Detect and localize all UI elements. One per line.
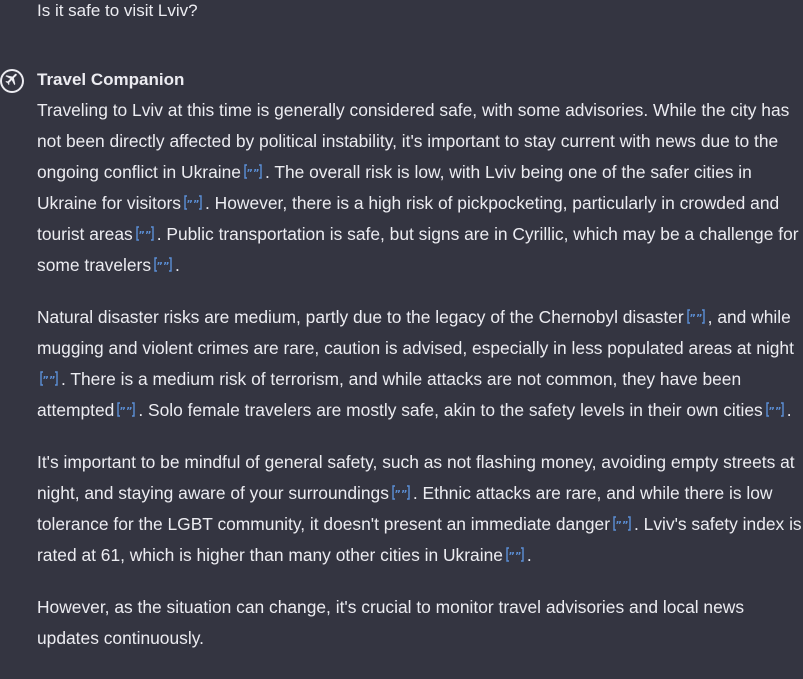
- quote-citation-icon[interactable]: [183, 194, 203, 211]
- svg-text:””: ””: [394, 489, 408, 500]
- response-paragraph: [37, 302, 803, 426]
- svg-text:””: ””: [42, 375, 56, 386]
- svg-text:””: ””: [689, 313, 703, 324]
- airplane-icon: [4, 71, 20, 92]
- quote-citation-icon[interactable]: [391, 484, 411, 501]
- paragraph-text: However, as the situation can change, it's crucial to monitor travel advisories and local news updates continuously.: [37, 597, 745, 648]
- paragraph-text: .: [175, 255, 180, 275]
- quote-citation-icon[interactable]: [765, 401, 785, 418]
- paragraph-text: , and while mugging and violent crimes are rare, caution is advised, especially in less populated areas at night: [37, 307, 794, 358]
- svg-text:””: ””: [246, 168, 260, 179]
- quote-citation-icon[interactable]: [135, 225, 155, 242]
- quote-citation-icon[interactable]: [153, 256, 173, 273]
- quote-citation-icon[interactable]: [116, 401, 136, 418]
- svg-text:””: ””: [119, 406, 133, 417]
- paragraph-text: . Public transportation is safe, but signs are in Cyrillic, which may be a challenge for some travelers: [37, 224, 799, 275]
- quote-citation-icon[interactable]: [505, 546, 525, 563]
- quote-citation-icon[interactable]: [612, 515, 632, 532]
- quote-citation-icon[interactable]: [686, 308, 706, 325]
- paragraph-text: . Lviv's safety index is rated at 61, which is higher than many other cities in Ukraine: [37, 514, 802, 565]
- gpt-avatar: [0, 69, 24, 93]
- svg-text:””: ””: [186, 199, 200, 210]
- paragraph-text: .: [526, 545, 532, 565]
- paragraph-text: . Solo female travelers are mostly safe, akin to the safety levels in their own cities: [138, 400, 763, 420]
- user-message: Is it safe to visit Lviv?: [37, 1, 198, 20]
- svg-text:””: ””: [508, 551, 522, 562]
- svg-text:””: ””: [768, 406, 782, 417]
- paragraph-text: It's important to be mindful of general safety, such as not flashing money, avoiding empty streets at night, and staying aware of your surroundings: [37, 452, 795, 503]
- svg-text:””: ””: [138, 230, 152, 241]
- paragraph-text: Traveling to Lviv at this time is generally considered safe, with some advisories. While the city has not been directly affected by political instability, it's important to stay current with news due to the ongoing conflict in Ukraine: [37, 100, 790, 182]
- paragraph-text: .: [786, 400, 792, 420]
- svg-text:””: ””: [156, 261, 170, 272]
- paragraph-text: . There is a medium risk of terrorism, and while attacks are not common, they have been attempted: [37, 369, 742, 420]
- assistant-response: [37, 95, 803, 675]
- response-paragraph: [37, 447, 803, 571]
- assistant-name: Travel Companion: [37, 70, 185, 89]
- response-paragraph: [37, 95, 803, 281]
- quote-citation-icon[interactable]: [39, 370, 59, 387]
- paragraph-text: Natural disaster risks are medium, partly due to the legacy of the Chernobyl disaster: [37, 307, 684, 327]
- svg-text:””: ””: [615, 520, 629, 531]
- paragraph-text: . Ethnic attacks are rare, and while there is low tolerance for the LGBT community, it doesn't present an immediate danger: [37, 483, 773, 534]
- response-paragraph: [37, 592, 803, 654]
- paragraph-text: . The overall risk is low, with Lviv being one of the safer cities in Ukraine for visitors: [37, 162, 752, 213]
- quote-citation-icon[interactable]: [243, 163, 263, 180]
- paragraph-text: . However, there is a high risk of pickpocketing, particularly in crowded and tourist areas: [37, 193, 780, 244]
